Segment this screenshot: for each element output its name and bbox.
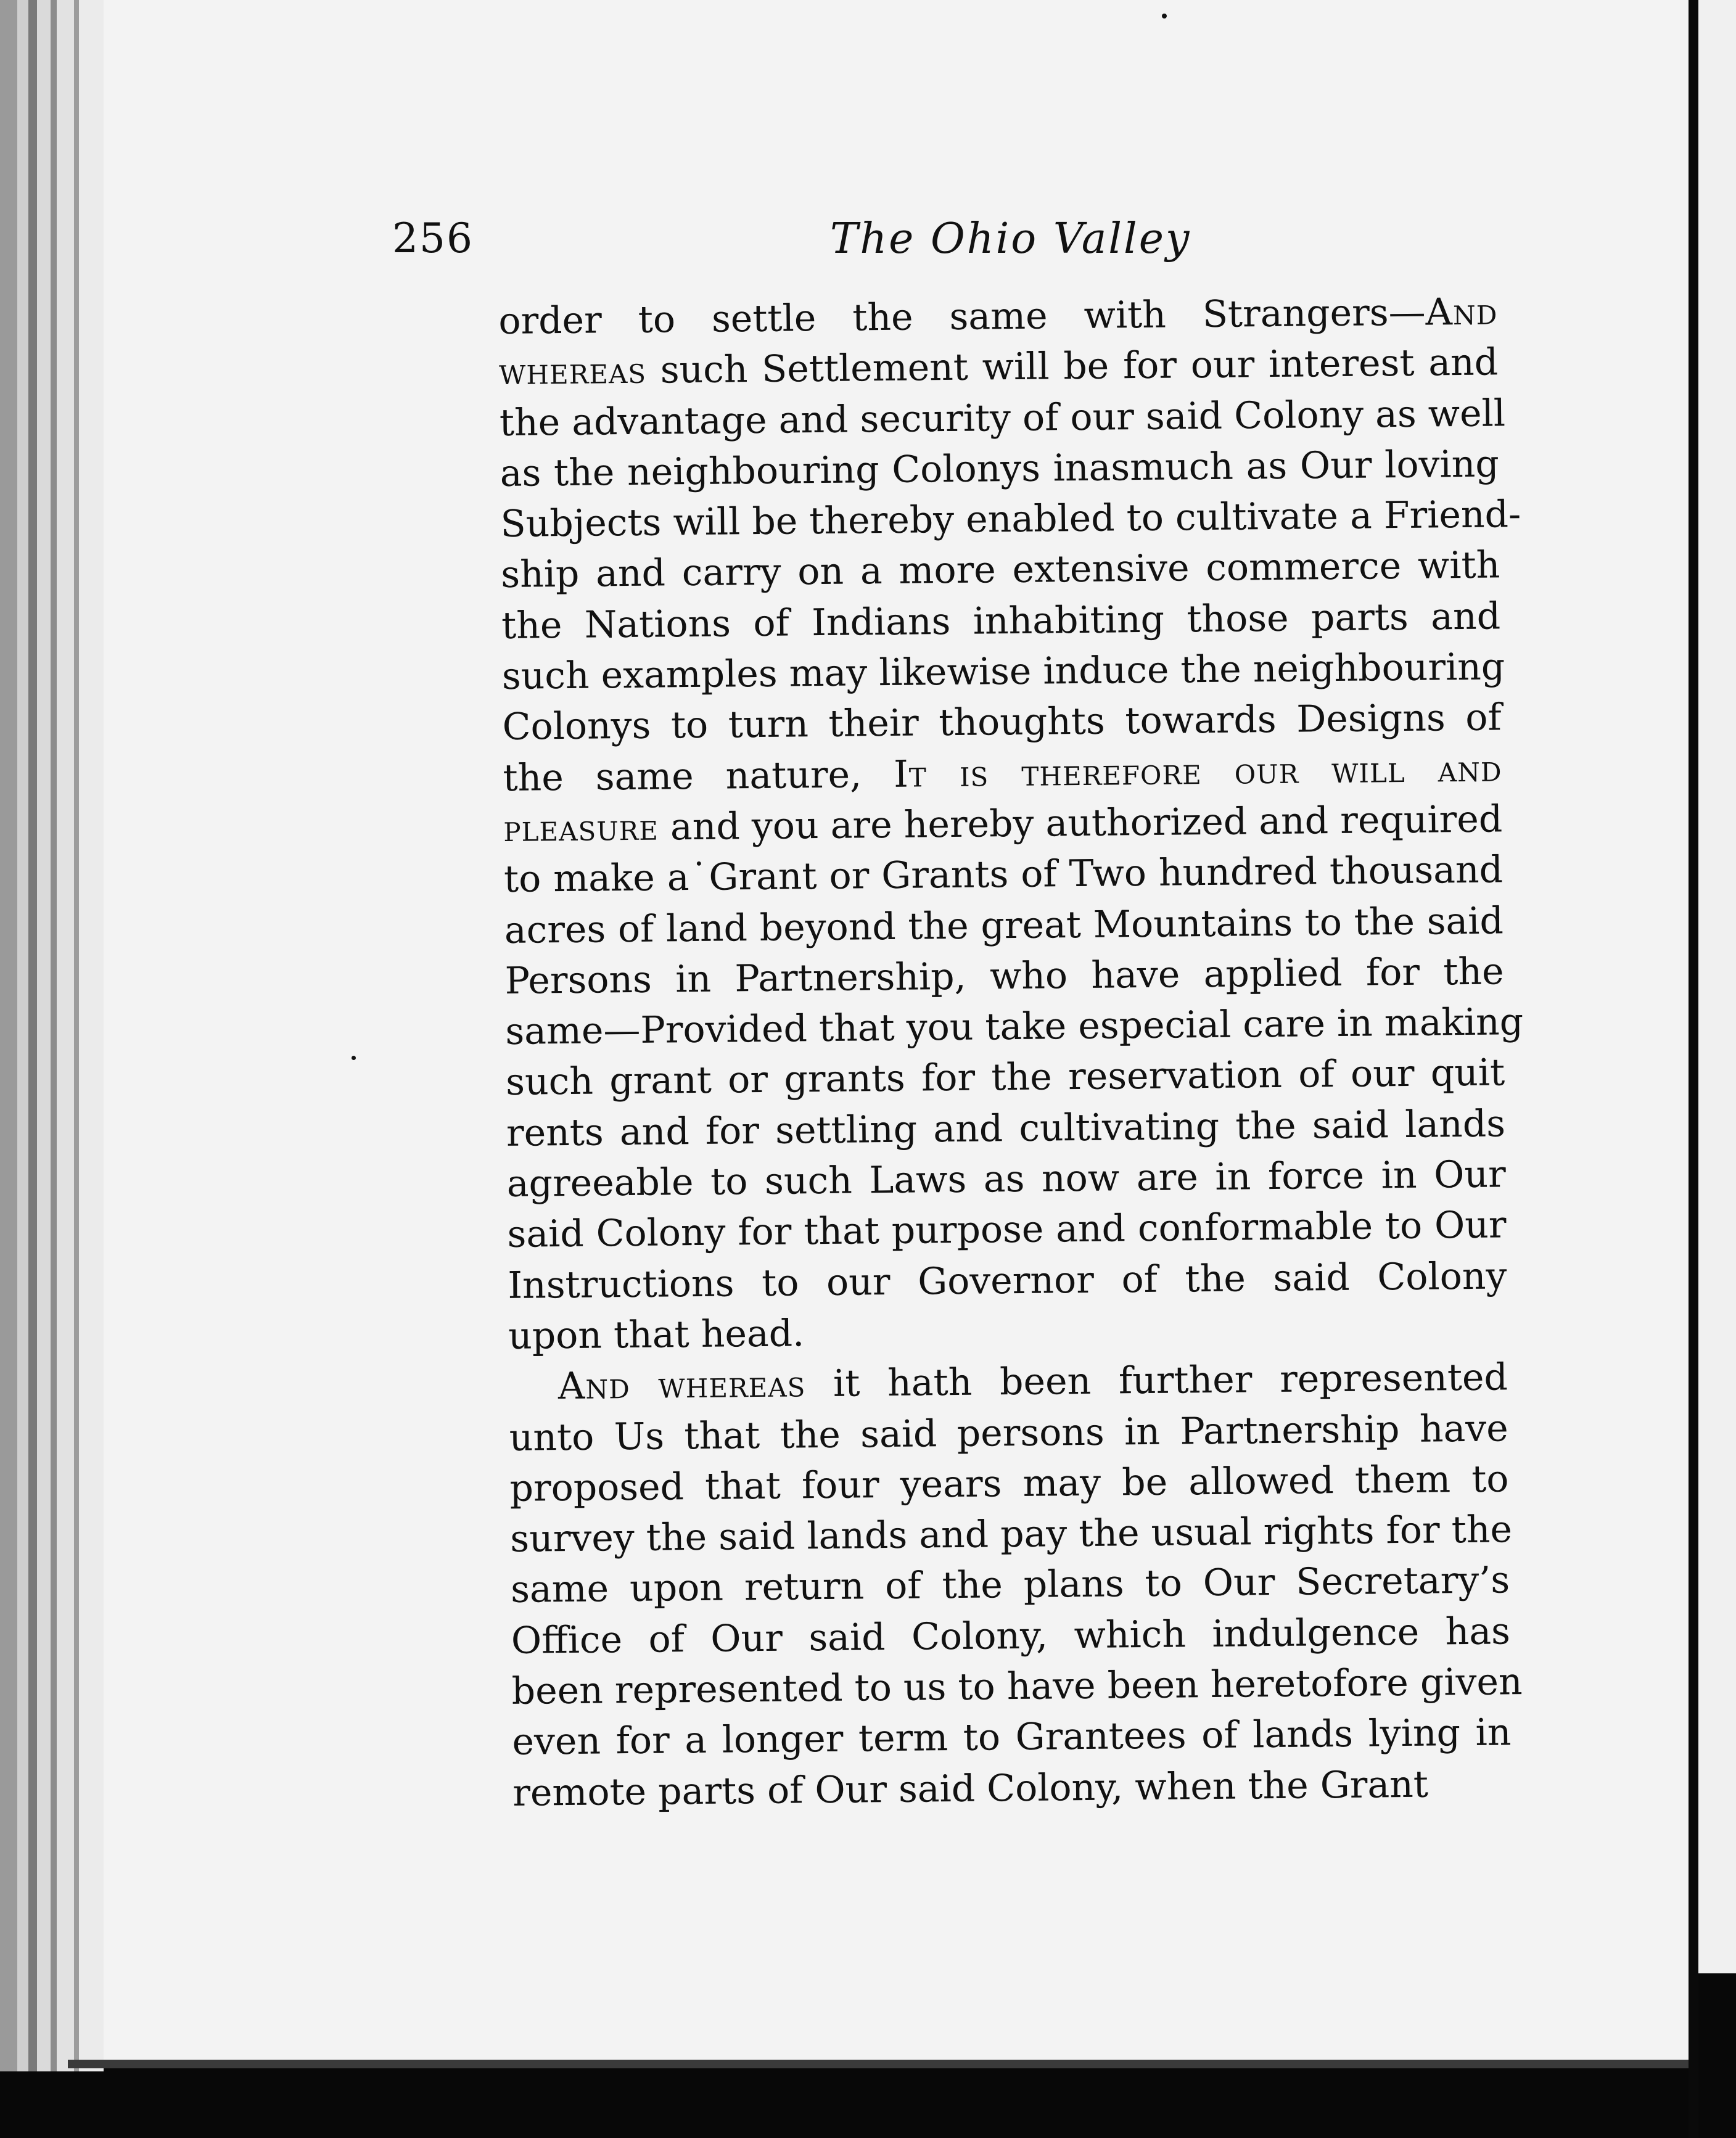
- text-line: [511, 1656, 1523, 1717]
- line-text: Office of Our said Colony, which indulgence has: [511, 1610, 1511, 1663]
- text-line: [503, 794, 1503, 854]
- line-text: unto Us that the said persons in Partnership have: [509, 1406, 1509, 1460]
- line-text: to make a˙Grant or Grants of Two hundred thousand: [503, 848, 1504, 902]
- page-edge: [57, 0, 74, 2071]
- text-line: [503, 743, 1502, 804]
- facing-page-margin: [1698, 0, 1736, 1973]
- line-text: been represented to us to have been heretofore given: [511, 1660, 1523, 1713]
- line-text: proposed that four years may be allowed them to: [509, 1457, 1509, 1510]
- text-line: [512, 1708, 1512, 1768]
- line-text: as the neighbouring Colonys inasmuch as Our loving: [500, 442, 1500, 495]
- text-line: [510, 1504, 1513, 1564]
- text-line: [509, 1403, 1508, 1463]
- page-edge: [17, 0, 28, 2071]
- line-text: the Nations of Indians inhabiting those parts and: [501, 594, 1501, 648]
- line-text: upon that head.: [508, 1312, 805, 1358]
- text-line: [509, 1352, 1508, 1413]
- line-text: the advantage and security of our said Colony as well: [499, 391, 1506, 445]
- page-edge: [37, 0, 51, 2071]
- text-line: [508, 1251, 1507, 1311]
- text-line: [506, 1048, 1505, 1108]
- line-text: survey the said lands and pay the usual rights for the: [510, 1508, 1513, 1561]
- line-text: and you are hereby authorized and required: [658, 797, 1503, 849]
- text-line: [501, 642, 1505, 702]
- page-edge: [0, 0, 17, 2071]
- gutter-shadow: [1689, 0, 1698, 2138]
- line-text: acres of land beyond the great Mountains to the said: [504, 898, 1504, 952]
- small-caps-text: pleasure: [503, 805, 659, 850]
- line-text: such grant or grants for the reservation of our quit: [505, 1051, 1505, 1104]
- text-line: [509, 1453, 1509, 1514]
- running-head: [392, 215, 1502, 270]
- text-line: [505, 997, 1524, 1058]
- line-text: such examples may likewise induce the neighbouring: [501, 645, 1505, 699]
- running-title: The Ohio Valley: [830, 215, 1191, 263]
- line-text: same upon return of the plans to Our Secretary’s: [510, 1558, 1510, 1612]
- text-line: [499, 388, 1506, 448]
- text-line: [504, 895, 1504, 956]
- text-line: [504, 946, 1504, 1006]
- text-line: [512, 1758, 1512, 1819]
- text-line: [511, 1555, 1510, 1616]
- line-text: agreeable to such Laws as now are in force in Our: [506, 1153, 1507, 1206]
- line-text: remote parts of Our said Colony, when the Grant: [512, 1762, 1429, 1815]
- page-edge: [51, 0, 57, 2071]
- ink-speck: [352, 1056, 356, 1060]
- small-caps-text: It is therefore our will and: [893, 747, 1502, 796]
- text-line: [506, 1149, 1506, 1209]
- text-line: [501, 540, 1500, 601]
- line-text: even for a longer term to Grantees of lands lying in: [512, 1711, 1512, 1764]
- small-caps-text: whereas: [498, 349, 647, 394]
- text-line: [498, 286, 1498, 347]
- line-text: Persons in Partnership, who have applied for the: [504, 950, 1504, 1003]
- line-text: it hath been further represented: [805, 1355, 1508, 1406]
- text-line: [500, 490, 1521, 550]
- text-line: [502, 693, 1502, 753]
- text-line: [504, 845, 1504, 905]
- line-text: said Colony for that purpose and conformable to Our: [507, 1203, 1507, 1257]
- line-text: the same nature,: [503, 752, 894, 800]
- book-page: [104, 0, 1689, 2066]
- text-line: [499, 337, 1499, 398]
- text-line: [501, 591, 1501, 651]
- line-text: Instructions to our Governor of the said Colony: [508, 1254, 1507, 1307]
- page-bottom-edge: [68, 2060, 1689, 2068]
- small-caps-text: And whereas: [557, 1362, 806, 1408]
- text-line: [508, 1301, 1508, 1362]
- line-text: such Settlement will be for our interest and: [646, 340, 1499, 392]
- line-text: rents and for settling and cultivating the said lands: [506, 1102, 1506, 1155]
- text-line: [506, 1098, 1506, 1159]
- ink-speck: [1162, 14, 1167, 19]
- text-line: [500, 438, 1499, 499]
- line-text: same—Provided that you take especial care in making: [505, 1000, 1524, 1054]
- text-line: [511, 1606, 1511, 1666]
- page-number: 256: [392, 215, 474, 262]
- line-text: ship and carry on a more extensive commerce with: [501, 543, 1500, 597]
- line-text: Subjects will be thereby enabled to cultivate a Friend-: [500, 493, 1521, 546]
- page-edge: [79, 0, 104, 2071]
- page-edge: [28, 0, 37, 2071]
- body-text: [498, 286, 1524, 1818]
- page-edge: [74, 0, 79, 2071]
- line-text: Colonys to turn their thoughts towards Designs of: [502, 696, 1502, 749]
- small-caps-text: And: [1425, 290, 1498, 334]
- text-line: [507, 1200, 1507, 1260]
- line-text: order to settle the same with Strangers—: [498, 290, 1426, 343]
